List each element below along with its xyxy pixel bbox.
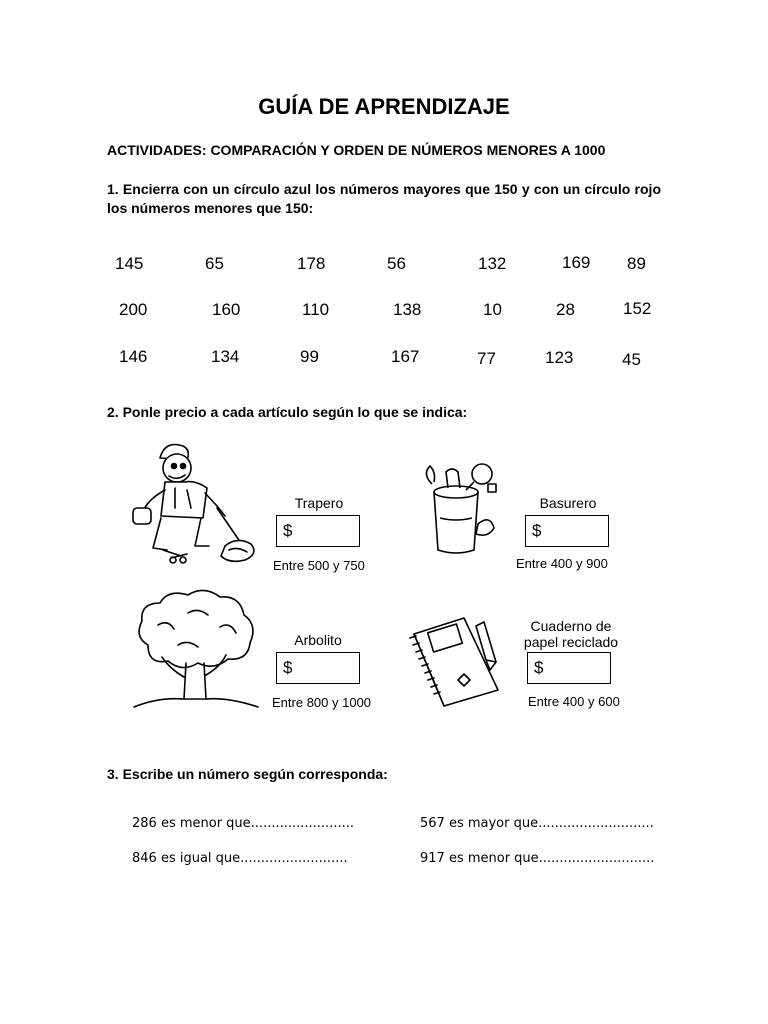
number-item: 134 (211, 347, 240, 366)
price-input-trapero[interactable] (276, 515, 360, 547)
tree-icon (128, 585, 263, 713)
currency-symbol: $ (532, 521, 542, 540)
question-2-text: 2. Ponle precio a cada artículo según lo que se indica: (107, 404, 468, 420)
item-label-cuaderno: Cuaderno de papel reciclado (523, 618, 619, 650)
compare-row: 286 es menor que......................... (132, 816, 354, 831)
compare-row: 567 es mayor que............................ (420, 816, 654, 831)
price-range-arbolito: Entre 800 y 1000 (272, 695, 372, 710)
compare-row: 846 es igual que.......................... (132, 851, 348, 866)
currency-symbol: $ (283, 521, 293, 540)
question-1-text: 1. Encierra con un círculo azul los números mayores que 150 y con un círculo rojo los números menores que 150: (107, 181, 661, 216)
number-item: 56 (387, 254, 406, 273)
number-item: 99 (300, 347, 319, 366)
trash-bin-icon (418, 458, 508, 558)
item-label-arbolito: Arbolito (294, 632, 342, 648)
notebook-icon (400, 612, 505, 708)
price-input-arbolito[interactable] (276, 652, 360, 684)
number-item: 138 (393, 300, 422, 319)
number-item: 145 (115, 254, 144, 273)
currency-symbol: $ (534, 658, 544, 677)
currency-symbol: $ (283, 658, 293, 677)
number-item: 89 (627, 254, 646, 273)
item-label-basurero: Basurero (539, 495, 597, 511)
price-range-basurero: Entre 400 y 900 (516, 556, 608, 571)
number-item: 200 (119, 300, 148, 319)
price-input-basurero[interactable] (525, 515, 609, 547)
activities-subtitle: ACTIVIDADES: COMPARACIÓN Y ORDEN DE NÚMEROS MENORES A 1000 (107, 142, 606, 158)
number-item: 77 (477, 349, 496, 368)
number-item: 123 (545, 348, 574, 367)
number-item: 152 (623, 299, 652, 318)
number-item: 28 (556, 300, 575, 319)
number-item: 178 (297, 254, 326, 273)
page-title: GUÍA DE APRENDIZAJE (258, 94, 510, 119)
price-input-cuaderno[interactable] (527, 652, 611, 684)
number-item: 132 (478, 254, 507, 273)
number-item: 65 (205, 254, 224, 273)
number-item: 45 (622, 350, 641, 369)
mopping-boy-icon (125, 438, 265, 578)
question-3-text: 3. Escribe un número según corresponda: (107, 766, 388, 782)
compare-row: 917 es menor que............................ (420, 851, 655, 866)
item-label-trapero: Trapero (294, 495, 344, 511)
number-item: 167 (391, 347, 420, 366)
number-item: 146 (119, 347, 148, 366)
number-item: 160 (212, 300, 241, 319)
number-item: 110 (302, 300, 330, 319)
number-item: 169 (562, 253, 591, 272)
price-range-cuaderno: Entre 400 y 600 (528, 694, 620, 709)
number-item: 10 (483, 300, 502, 319)
price-range-trapero: Entre 500 y 750 (273, 558, 365, 573)
